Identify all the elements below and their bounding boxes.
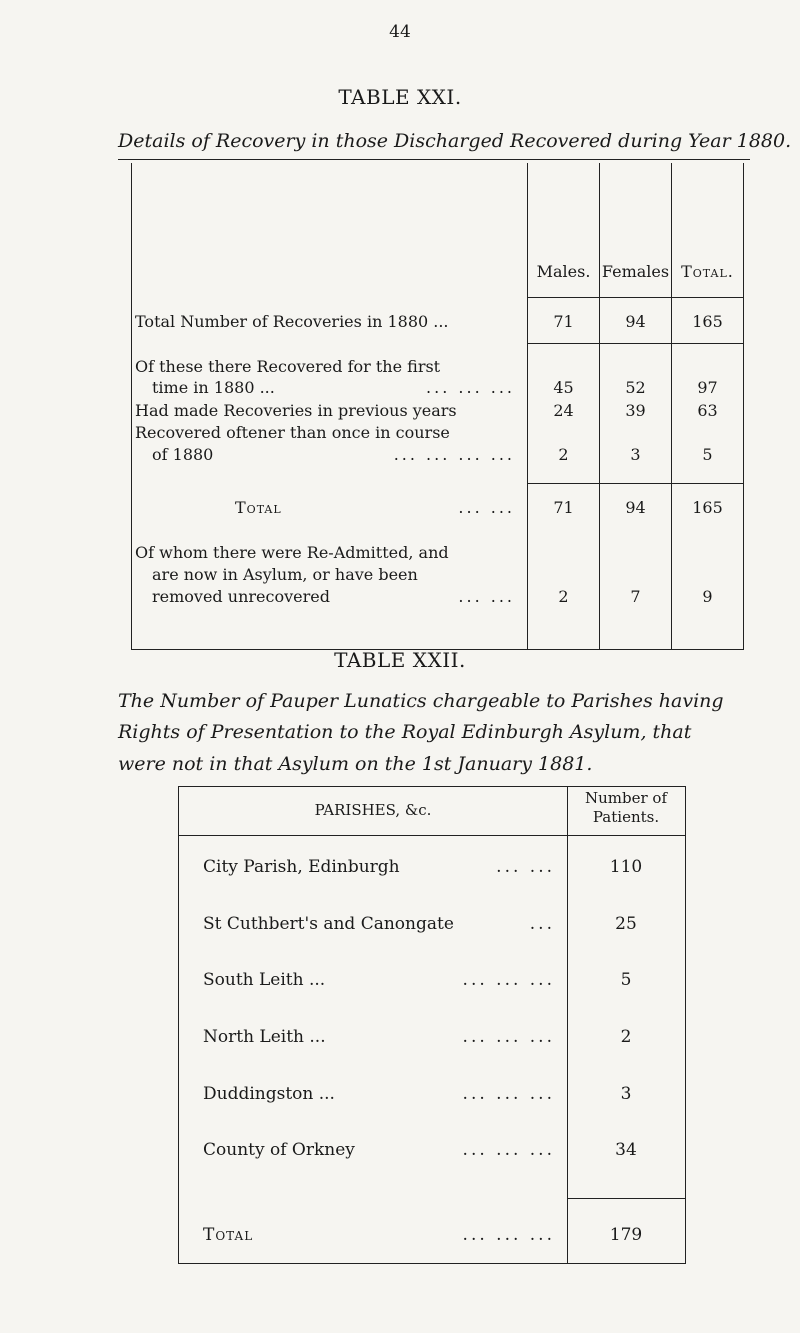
total-patients-value: 179 [609,1225,643,1245]
total-value: 165 [692,498,723,517]
table-22-caption-line-1: The Number of Pauper Lunatics chargeable to Parishes having [118,690,724,712]
males-value: 71 [553,312,574,331]
males-value: 2 [558,445,569,464]
row-label-previous-years: Had made Recoveries in previous years [135,401,457,420]
total-value: 165 [692,312,723,331]
table-21-caption: Details of Recovery in those Discharged Recovered during Year 1880. [118,130,792,152]
table-22-title: TABLE XXII. [334,648,466,672]
table-22-left-rule [178,786,179,1264]
row-label-total: Total [235,498,282,517]
table-21-header-rule [527,297,743,298]
males-value: 71 [553,498,574,517]
leader-dots: ... [529,914,555,934]
header-patients-line-2: Patients. [592,808,660,826]
row-label-first-time-line-2: time in 1880 ... [152,378,275,397]
leader-dots: ... ... ... [462,1140,555,1160]
patients-value: 25 [615,914,637,934]
females-value: 94 [625,498,646,517]
table-21-subtotal-rule-2 [527,483,743,484]
table-22-caption-line-2: Rights of Presentation to the Royal Edinburgh Asylum, that [118,721,692,743]
leader-dots: ... ... ... [426,378,515,397]
parish-name: St Cuthbert's and Canongate [203,914,454,934]
table-21-left-rule [131,163,132,650]
table-21-top-rule [118,159,750,160]
parish-name: Duddingston ... [203,1084,335,1104]
table-21-right-rule [743,163,744,650]
table-22-total-rule [567,1198,685,1199]
parish-name: County of Orkney [203,1140,355,1160]
patients-value: 110 [609,857,643,877]
row-label-first-time-line-1: Of these there Recovered for the first [135,357,441,376]
males-value: 2 [558,587,569,606]
females-value: 7 [630,587,641,606]
patients-value: 5 [620,970,632,990]
parish-name: City Parish, Edinburgh [203,857,400,877]
row-label-oftener-line-2: of 1880 [152,445,214,464]
header-females: Females [601,262,670,281]
table-22-top-rule [178,786,686,787]
females-value: 52 [625,378,646,397]
leader-dots: ... ... ... [462,1084,555,1104]
males-value: 45 [553,378,574,397]
leader-dots: ... ... ... [462,1225,555,1245]
total-value: 97 [697,378,718,397]
header-parishes: PARISHES, &c. [314,801,432,819]
parish-name: South Leith ... [203,970,326,990]
leader-dots: ... ... [458,587,515,606]
row-label-oftener-line-1: Recovered oftener than once in course [135,423,450,442]
row-label-readmitted-line-3: removed unrecovered [152,587,330,606]
header-total: Total. [681,262,734,281]
males-value: 24 [553,401,574,420]
patients-value: 2 [620,1027,632,1047]
table-22-bottom-rule [178,1263,686,1264]
table-22-header-rule [178,835,686,836]
leader-dots: ... ... ... [462,1027,555,1047]
leader-dots: ... ... [458,498,515,517]
total-label: Total [203,1225,254,1245]
total-value: 63 [697,401,718,420]
row-label-readmitted-line-2: are now in Asylum, or have been [152,565,418,584]
leader-dots: ... ... ... ... [393,445,515,464]
females-value: 94 [625,312,646,331]
females-value: 3 [630,445,641,464]
females-value: 39 [625,401,646,420]
parish-name: North Leith ... [203,1027,326,1047]
table-21-subtotal-rule-1 [527,343,743,344]
total-value: 5 [702,445,713,464]
patients-value: 3 [620,1084,632,1104]
header-males: Males. [536,262,591,281]
row-label-total-recoveries: Total Number of Recoveries in 1880 ... [135,312,449,331]
table-22-caption-line-3: were not in that Asylum on the 1st January 1881. [118,753,593,775]
patients-value: 34 [615,1140,637,1160]
table-22-right-rule [685,786,686,1264]
leader-dots: ... ... [496,857,555,877]
table-21-title: TABLE XXI. [338,85,462,109]
leader-dots: ... ... ... [462,970,555,990]
header-patients-line-1: Number of [584,789,667,807]
total-value: 9 [702,587,713,606]
page-number: 44 [389,22,411,42]
row-label-readmitted-line-1: Of whom there were Re-Admitted, and [135,543,449,562]
